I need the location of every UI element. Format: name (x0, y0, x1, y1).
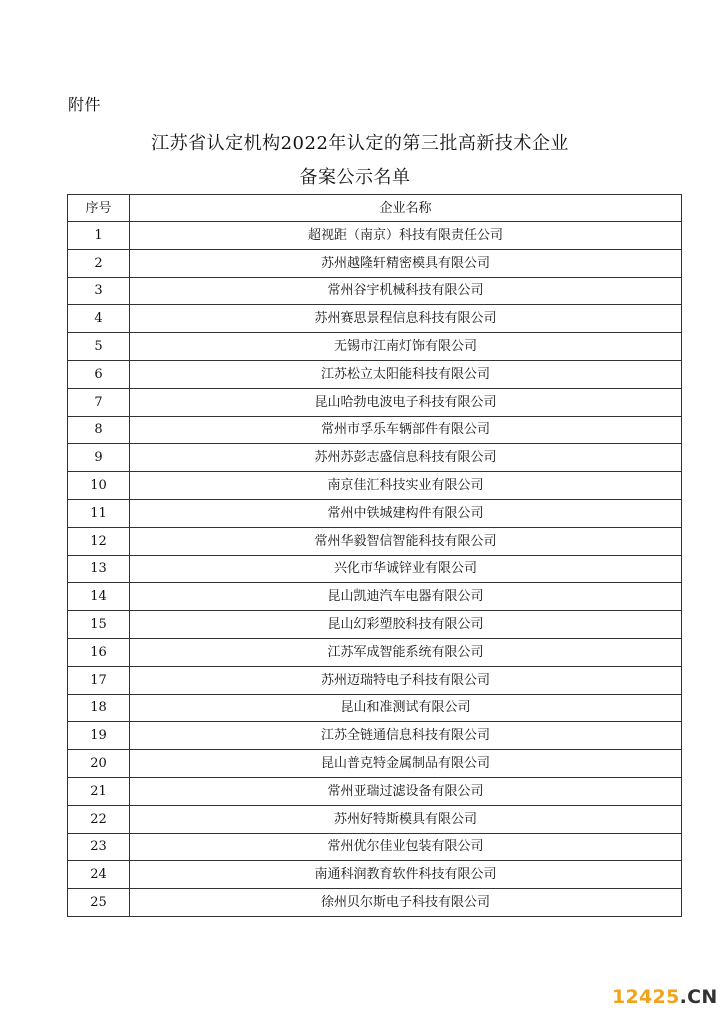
table-row (68, 750, 682, 778)
row-company-name: 苏州赛思景程信息科技有限公司 (130, 305, 682, 333)
row-seq: 13 (68, 555, 130, 583)
row-seq: 20 (68, 750, 130, 778)
table-row (68, 777, 682, 805)
row-company-name: 徐州贝尔斯电子科技有限公司 (130, 889, 682, 917)
row-seq: 17 (68, 666, 130, 694)
watermark-dot: . (679, 986, 688, 1008)
row-company-name: 江苏军成智能系统有限公司 (130, 638, 682, 666)
row-company-name: 昆山幻彩塑胶科技有限公司 (130, 611, 682, 639)
row-company-name: 无锡市江南灯饰有限公司 (130, 333, 682, 361)
watermark-number: 12425 (612, 986, 680, 1008)
row-seq: 10 (68, 472, 130, 500)
row-seq: 6 (68, 360, 130, 388)
table-header-row (68, 195, 682, 222)
row-company-name: 南京佳汇科技实业有限公司 (130, 472, 682, 500)
row-seq: 4 (68, 305, 130, 333)
table-row (68, 472, 682, 500)
document-subtitle: 备案公示名单 (299, 167, 411, 188)
table-row (68, 444, 682, 472)
row-seq: 7 (68, 388, 130, 416)
table-row (68, 722, 682, 750)
table-row (68, 416, 682, 444)
table-row (68, 583, 682, 611)
watermark-domain: CN (687, 986, 718, 1008)
attachment-label: 附件 (68, 95, 102, 114)
row-company-name: 兴化市华诚锌业有限公司 (130, 555, 682, 583)
row-company-name: 南通科润教育软件科技有限公司 (130, 861, 682, 889)
row-company-name: 昆山哈勃电波电子科技有限公司 (130, 388, 682, 416)
row-seq: 24 (68, 861, 130, 889)
table-row (68, 555, 682, 583)
row-company-name: 常州亚瑞过滤设备有限公司 (130, 777, 682, 805)
row-company-name: 常州市孚乐车辆部件有限公司 (130, 416, 682, 444)
row-seq: 1 (68, 222, 130, 250)
row-seq: 2 (68, 249, 130, 277)
row-company-name: 苏州苏彭志盛信息科技有限公司 (130, 444, 682, 472)
table-row (68, 305, 682, 333)
row-seq: 14 (68, 583, 130, 611)
row-seq: 25 (68, 889, 130, 917)
row-seq: 12 (68, 527, 130, 555)
column-header-seq: 序号 (68, 195, 130, 222)
site-watermark-logo (612, 986, 718, 1008)
table-row (68, 861, 682, 889)
row-company-name: 江苏松立太阳能科技有限公司 (130, 360, 682, 388)
row-seq: 23 (68, 833, 130, 861)
column-header-name: 企业名称 (130, 195, 682, 222)
table-row (68, 833, 682, 861)
row-seq: 8 (68, 416, 130, 444)
row-company-name: 苏州好特斯模具有限公司 (130, 805, 682, 833)
row-company-name: 常州优尔佳业包装有限公司 (130, 833, 682, 861)
row-seq: 16 (68, 638, 130, 666)
row-seq: 18 (68, 694, 130, 722)
row-company-name: 苏州迈瑞特电子科技有限公司 (130, 666, 682, 694)
table-row (68, 805, 682, 833)
table-row (68, 499, 682, 527)
row-seq: 11 (68, 499, 130, 527)
row-seq: 21 (68, 777, 130, 805)
table-row (68, 222, 682, 250)
table-row (68, 333, 682, 361)
table-row (68, 666, 682, 694)
table-row (68, 360, 682, 388)
table-row (68, 611, 682, 639)
row-company-name: 苏州越隆轩精密模具有限公司 (130, 249, 682, 277)
table-row (68, 249, 682, 277)
row-company-name: 江苏全链通信息科技有限公司 (130, 722, 682, 750)
table-row (68, 277, 682, 305)
row-seq: 19 (68, 722, 130, 750)
table-row (68, 694, 682, 722)
table-row (68, 638, 682, 666)
row-company-name: 常州华毅智信智能科技有限公司 (130, 527, 682, 555)
table-row (68, 388, 682, 416)
row-company-name: 昆山普克特金属制品有限公司 (130, 750, 682, 778)
company-list-table (67, 194, 682, 917)
document-title: 江苏省认定机构2022年认定的第三批高新技术企业 (151, 133, 569, 154)
row-company-name: 常州中铁城建构件有限公司 (130, 499, 682, 527)
row-company-name: 超视距（南京）科技有限责任公司 (130, 222, 682, 250)
row-seq: 15 (68, 611, 130, 639)
row-company-name: 昆山和准测试有限公司 (130, 694, 682, 722)
row-company-name: 常州谷宇机械科技有限公司 (130, 277, 682, 305)
row-seq: 5 (68, 333, 130, 361)
row-seq: 3 (68, 277, 130, 305)
row-seq: 22 (68, 805, 130, 833)
row-company-name: 昆山凯迪汽车电器有限公司 (130, 583, 682, 611)
row-seq: 9 (68, 444, 130, 472)
table-row (68, 527, 682, 555)
table-row (68, 889, 682, 917)
